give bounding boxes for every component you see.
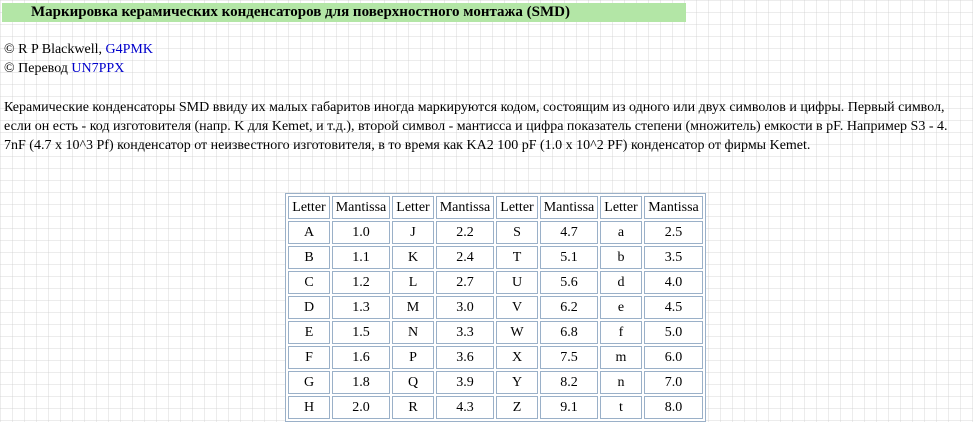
letter-cell: T — [496, 246, 538, 269]
mantissa-cell: 8.2 — [540, 371, 598, 394]
letter-cell: L — [392, 271, 434, 294]
mantissa-cell: 4.5 — [644, 296, 703, 319]
page-title: Маркировка керамических конденсаторов для поверхностного монтажа (SMD) — [31, 4, 570, 20]
header-letter: Letter — [496, 196, 538, 219]
mantissa-cell: 5.0 — [644, 321, 703, 344]
header-mantissa: Mantissa — [540, 196, 598, 219]
mantissa-cell: 1.6 — [332, 346, 390, 369]
mantissa-cell: 1.1 — [332, 246, 390, 269]
mantissa-cell: 1.8 — [332, 371, 390, 394]
mantissa-cell: 2.5 — [644, 221, 703, 244]
mantissa-cell: 3.9 — [436, 371, 494, 394]
credit-translator-prefix: © Перевод — [4, 61, 72, 76]
mantissa-cell: 1.0 — [332, 221, 390, 244]
letter-cell: b — [600, 246, 642, 269]
letter-cell: K — [392, 246, 434, 269]
mantissa-cell: 2.0 — [332, 396, 390, 419]
mantissa-cell: 2.4 — [436, 246, 494, 269]
mantissa-table — [285, 193, 706, 422]
header-mantissa: Mantissa — [644, 196, 703, 219]
intro-paragraph: Керамические конденсаторы SMD ввиду их малых габаритов иногда маркируются кодом, состоящим из одного или двух символов и цифры. Первый символ, если он есть - код изготовителя (напр. K для Kemet, и т.д.), второй символ - мантисса и цифра показатель степени (множитель) емкости в pF. Например S3 - 4. 7nF (4.7 x 10^3 Pf) конденсатор от неизвестного изготовителя, в то время как KA2 100 pF (1.0 x 10^2 PF) конденсатор от фирмы Kemet. — [4, 100, 948, 153]
mantissa-cell: 1.2 — [332, 271, 390, 294]
table-row — [288, 221, 703, 244]
letter-cell: t — [600, 396, 642, 419]
letter-cell: X — [496, 346, 538, 369]
letter-cell: M — [392, 296, 434, 319]
credits — [4, 40, 153, 78]
author-callsign-link[interactable]: G4PMK — [105, 42, 153, 57]
mantissa-cell: 1.3 — [332, 296, 390, 319]
header-mantissa: Mantissa — [332, 196, 390, 219]
mantissa-cell: 5.6 — [540, 271, 598, 294]
header-mantissa: Mantissa — [436, 196, 494, 219]
letter-cell: D — [288, 296, 330, 319]
header-letter: Letter — [600, 196, 642, 219]
table-row — [288, 321, 703, 344]
page-title-bar — [2, 3, 686, 22]
letter-cell: m — [600, 346, 642, 369]
letter-cell: S — [496, 221, 538, 244]
mantissa-cell: 9.1 — [540, 396, 598, 419]
letter-cell: Z — [496, 396, 538, 419]
letter-cell: G — [288, 371, 330, 394]
mantissa-cell: 3.0 — [436, 296, 494, 319]
letter-cell: A — [288, 221, 330, 244]
letter-cell: W — [496, 321, 538, 344]
mantissa-cell: 6.8 — [540, 321, 598, 344]
letter-cell: C — [288, 271, 330, 294]
letter-cell: J — [392, 221, 434, 244]
credit-translator — [4, 59, 153, 78]
letter-cell: H — [288, 396, 330, 419]
table-row — [288, 371, 703, 394]
table-row — [288, 346, 703, 369]
mantissa-cell: 4.3 — [436, 396, 494, 419]
mantissa-cell: 7.0 — [644, 371, 703, 394]
letter-cell: F — [288, 346, 330, 369]
mantissa-cell: 4.7 — [540, 221, 598, 244]
table-row — [288, 296, 703, 319]
mantissa-cell: 5.1 — [540, 246, 598, 269]
letter-cell: V — [496, 296, 538, 319]
letter-cell: B — [288, 246, 330, 269]
letter-cell: P — [392, 346, 434, 369]
credit-author — [4, 40, 153, 59]
mantissa-cell: 4.0 — [644, 271, 703, 294]
mantissa-cell: 7.5 — [540, 346, 598, 369]
mantissa-cell: 3.6 — [436, 346, 494, 369]
letter-cell: N — [392, 321, 434, 344]
mantissa-cell: 6.2 — [540, 296, 598, 319]
translator-callsign-link[interactable]: UN7PPX — [71, 61, 125, 76]
letter-cell: E — [288, 321, 330, 344]
letter-cell: a — [600, 221, 642, 244]
letter-cell: U — [496, 271, 538, 294]
letter-cell: f — [600, 321, 642, 344]
mantissa-cell: 8.0 — [644, 396, 703, 419]
letter-cell: e — [600, 296, 642, 319]
table-header-row — [288, 196, 703, 219]
mantissa-cell: 1.5 — [332, 321, 390, 344]
table-row — [288, 271, 703, 294]
mantissa-cell: 2.2 — [436, 221, 494, 244]
table-body — [288, 221, 703, 419]
letter-cell: d — [600, 271, 642, 294]
letter-cell: Q — [392, 371, 434, 394]
mantissa-cell: 3.5 — [644, 246, 703, 269]
mantissa-cell: 3.3 — [436, 321, 494, 344]
letter-cell: n — [600, 371, 642, 394]
mantissa-cell: 2.7 — [436, 271, 494, 294]
table-row — [288, 396, 703, 419]
credit-author-prefix: © R P Blackwell, — [4, 42, 106, 57]
mantissa-cell: 6.0 — [644, 346, 703, 369]
letter-cell: R — [392, 396, 434, 419]
table-row — [288, 246, 703, 269]
header-letter: Letter — [288, 196, 330, 219]
header-letter: Letter — [392, 196, 434, 219]
letter-cell: Y — [496, 371, 538, 394]
